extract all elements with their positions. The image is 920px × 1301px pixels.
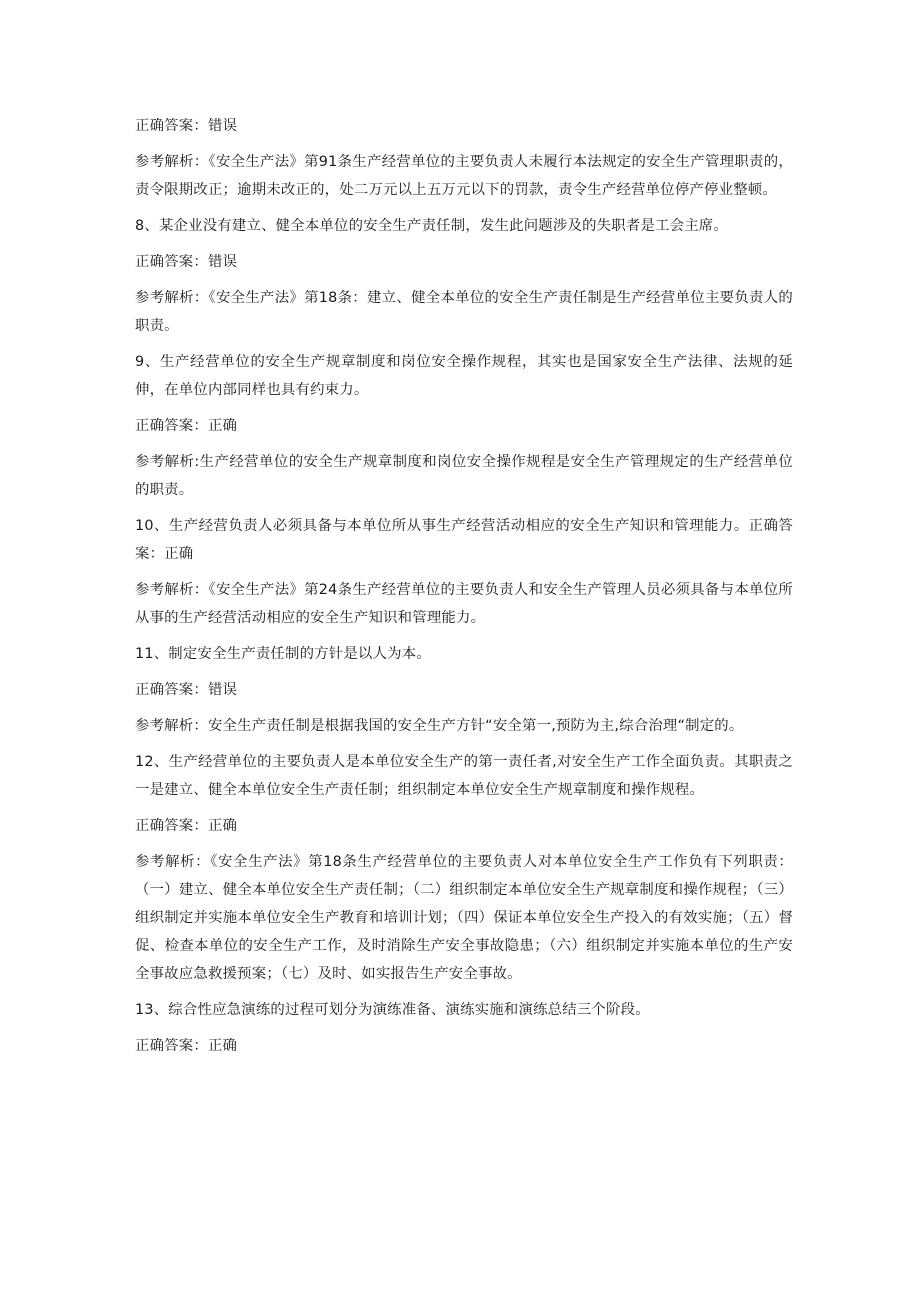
document-body <box>135 112 793 1068</box>
explanation-paragraph: 参考解析：《安全生产法》第18条：建立、健全本单位的安全生产责任制是生产经营单位主要负责人的职责。 <box>135 290 793 334</box>
question-9: 9、生产经营单位的安全生产规章制度和岗位安全操作规程，其实也是国家安全生产法律、法规的延伸，在单位内部同样也具有约束力。 <box>135 354 793 398</box>
question-10: 10、生产经营负责人必须具备与本单位所从事生产经营活动相应的安全生产知识和管理能力。正确答案：正确 <box>135 518 793 562</box>
explanation-paragraph: 参考解析:生产经营单位的安全生产规章制度和岗位安全操作规程是安全生产管理规定的生产经营单位的职责。 <box>135 454 793 498</box>
answer-line: 正确答案：错误 <box>135 682 238 698</box>
question-8: 8、某企业没有建立、健全本单位的安全生产责任制，发生此问题涉及的失职者是工会主席。 <box>135 218 728 234</box>
explanation-paragraph: 参考解析：《安全生产法》第91条生产经营单位的主要负责人未履行本法规定的安全生产管理职责的，责令限期改正；逾期未改正的，处二万元以上五万元以下的罚款，责令生产经营单位停产停业整顿。 <box>135 154 793 198</box>
answer-line: 正确答案：正确 <box>135 818 238 834</box>
question-11: 11、制定安全生产责任制的方针是以人为本。 <box>135 646 431 662</box>
explanation-paragraph: 参考解析：《安全生产法》第24条生产经营单位的主要负责人和安全生产管理人员必须具备与本单位所从事的生产经营活动相应的安全生产知识和管理能力。 <box>135 582 793 626</box>
answer-line: 正确答案：正确 <box>135 1038 238 1054</box>
answer-line: 正确答案：正确 <box>135 418 238 434</box>
explanation-paragraph: 参考解析：安全生产责任制是根据我国的安全生产方针“安全第一,预防为主,综合治理“制定的。 <box>135 718 744 734</box>
question-12: 12、生产经营单位的主要负责人是本单位安全生产的第一责任者,对安全生产工作全面负责。其职责之一是建立、健全本单位安全生产责任制；组织制定本单位安全生产规章制度和操作规程。 <box>135 754 793 798</box>
explanation-paragraph: 参考解析：《安全生产法》第18条生产经营单位的主要负责人对本单位安全生产工作负有下列职责：（一）建立、健全本单位安全生产责任制；（二）组织制定本单位安全生产规章制度和操作规程；（三）组织制定并实施本单位安全生产教育和培训计划；（四）保证本单位安全生产投入的有效实施；（五）督促、检查本单位的安全生产工作，及时消除生产安全事故隐患；（六）组织制定并实施本单位的生产安全事故应急救援预案；（七）及时、如实报告生产安全事故。 <box>135 854 793 982</box>
question-13: 13、综合性应急演练的过程可划分为演练准备、演练实施和演练总结三个阶段。 <box>135 1002 650 1018</box>
answer-line: 正确答案：错误 <box>135 254 238 270</box>
answer-line: 正确答案：错误 <box>135 118 238 134</box>
